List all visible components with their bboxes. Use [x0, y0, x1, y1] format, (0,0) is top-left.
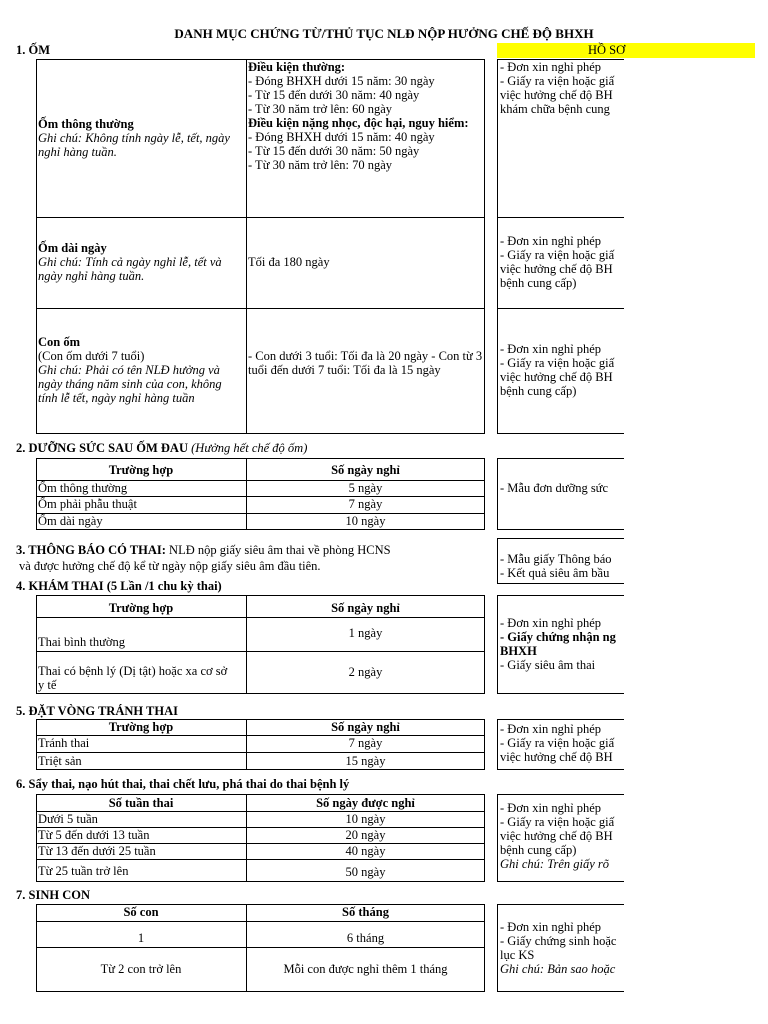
doc-note: Ghi chú: Trên giấy rõ: [500, 857, 610, 871]
doc-line: - Giấy siêu âm thai: [500, 658, 596, 672]
section-2-note: (Hưởng hết chế độ ốm): [191, 441, 308, 455]
doc-line: việc hưởng chế độ BH: [500, 750, 613, 764]
col-header-weeks: Số tuần thai: [108, 796, 174, 810]
doc-line: - Đơn xin nghỉ phép: [500, 801, 602, 815]
case-name: Con ốm: [38, 335, 81, 349]
table-cell-case: Ốm phải phẫu thuật: [38, 497, 137, 511]
row-divider: [36, 947, 485, 948]
table-cell-case: Triệt sản: [38, 754, 82, 768]
row-con-om-name: [36, 335, 246, 405]
table-cell-days: 2 ngày: [348, 665, 383, 679]
doc-line: - Kết quả siêu âm bầu: [500, 566, 610, 580]
doc-line-bold: - Giấy chứng nhận ng: [500, 630, 616, 644]
section-6-heading: 6. Sẩy thai, nạo hút thai, thai chết lưu, phá thai do thai bệnh lý: [16, 777, 350, 791]
ho-so-header-bar: [497, 43, 755, 58]
case-note: Ghi chú: Phải có tên NLĐ hưởng và ngày tháng năm sinh của con, không tính lễ tết, ngày nghỉ hàng tuần: [38, 363, 222, 405]
table-cell-children: Từ 2 con trở lên: [100, 962, 182, 976]
doc-line: - Giấy ra viện hoặc giấ: [500, 356, 615, 370]
doc-line: - Đơn xin nghỉ phép: [500, 616, 602, 630]
doc-line: việc hưởng chế độ BH: [500, 88, 613, 102]
doc-line: việc hưởng chế độ BH: [500, 262, 613, 276]
table-cell-days: 1 ngày: [348, 626, 383, 640]
table-cell-case: Ốm dài ngày: [38, 514, 103, 528]
doc-line: - Đơn xin nghỉ phép: [500, 722, 602, 736]
section-3-text: NLĐ nộp giấy siêu âm thai về phòng HCNS: [169, 543, 391, 557]
row-divider: [36, 752, 485, 753]
condition-heading: Điều kiện nặng nhọc, độc hại, nguy hiểm:: [248, 116, 469, 130]
row-divider: [36, 617, 485, 618]
table-cell-months: 6 tháng: [346, 931, 385, 945]
doc-line: - Đơn xin nghỉ phép: [500, 60, 602, 74]
doc-line: - Giấy chứng sinh hoặc: [500, 934, 617, 948]
condition-line: - Từ 30 năm trở lên: 70 ngày: [248, 158, 393, 172]
row-om-thong-thuong-name: [36, 117, 246, 159]
table-cell-days: 15 ngày: [345, 754, 386, 768]
ho-so-header-label: HỒ SƠ: [588, 43, 626, 57]
section-3-text-line2: và được hưởng chế độ kể từ ngày nộp giấy siêu âm đầu tiên.: [19, 559, 321, 573]
doc-line: - Giấy ra viện hoặc giấ: [500, 736, 615, 750]
condition-line: - Từ 15 đến dưới 30 năm: 50 ngày: [248, 144, 420, 158]
col-header-months: Số tháng: [342, 905, 389, 919]
doc-line-bold: BHXH: [500, 644, 537, 658]
table-cell-days: 20 ngày: [345, 828, 386, 842]
condition-line: - Từ 15 đến dưới 30 năm: 40 ngày: [248, 88, 420, 102]
section-1-row-divider: [36, 217, 485, 218]
doc-line: - Đơn xin nghỉ phép: [500, 920, 602, 934]
docs-con-om: [497, 308, 624, 434]
table-cell-days: 50 ngày: [345, 865, 386, 879]
table-cell-children: 1: [137, 931, 145, 945]
table-cell-days: 10 ngày: [345, 812, 386, 826]
doc-line: - Giấy ra viện hoặc giấ: [500, 74, 615, 88]
table-cell-days: 40 ngày: [345, 844, 386, 858]
case-subtitle: (Con ốm dưới 7 tuổi): [38, 349, 145, 363]
docs-say-thai: [497, 794, 624, 882]
doc-line: khám chữa bệnh cung: [500, 102, 610, 116]
doc-line: việc hưởng chế độ BH: [500, 370, 613, 384]
doc-note: Ghi chú: Bản sao hoặc: [500, 962, 616, 976]
table-cell-case: Thai bình thường: [38, 635, 125, 649]
docs-om-thong-thuong: [497, 59, 624, 218]
doc-line: - Mẫu giấy Thông báo: [500, 552, 612, 566]
table-cell-weeks: Từ 5 đến dưới 13 tuần: [38, 828, 150, 842]
table-cell-case: Thai có bệnh lý (Dị tật) hoặc xa cơ sở y tế: [38, 664, 228, 692]
section-4-heading: 4. KHÁM THAI (5 Lần /1 chu kỳ thai): [16, 579, 222, 593]
row-divider: [36, 859, 485, 860]
col-header-case: Trường hợp: [108, 601, 174, 615]
col-header-days: Số ngày được nghỉ: [316, 796, 415, 810]
condition-line: - Đóng BHXH dưới 15 năm: 40 ngày: [248, 130, 435, 144]
doc-line: bệnh cung cấp): [500, 384, 577, 398]
table-cell-case: Tránh thai: [38, 736, 90, 750]
docs-duong-suc: [497, 458, 624, 530]
case-note: Ghi chú: Tính cả ngày nghỉ lễ, tết và ngày nghỉ hàng tuần.: [38, 255, 222, 283]
doc-line: bệnh cung cấp): [500, 276, 577, 290]
table-cell-case: Ốm thông thường: [38, 481, 128, 495]
col-header-children: Số con: [123, 905, 159, 919]
section-7-heading: 7. SINH CON: [16, 888, 90, 902]
table-cell-days: 5 ngày: [348, 481, 383, 495]
row-om-dai-ngay-name: [36, 241, 246, 283]
condition-line: - Từ 30 năm trở lên: 60 ngày: [248, 102, 393, 116]
section-1-row-divider: [36, 308, 485, 309]
section-2-heading: [16, 441, 307, 455]
case-name: Ốm dài ngày: [38, 241, 107, 255]
col-header-case: Trường hợp: [108, 463, 174, 477]
table-cell-months: Mỗi con được nghỉ thêm 1 tháng: [283, 962, 448, 976]
row-divider: [36, 651, 485, 652]
doc-line: - Mẫu đơn dưỡng sức: [500, 481, 609, 495]
row-con-om-value: - Con dưới 3 tuổi: Tối đa là 20 ngày - Con từ 3 tuổi đến dưới 7 tuổi: Tối đa là 15 ngày: [248, 349, 483, 377]
section-3-title: 3. THÔNG BÁO CÓ THAI:: [16, 543, 166, 557]
doc-line: - Giấy ra viện hoặc giấ: [500, 815, 615, 829]
doc-line: lục KS: [500, 948, 535, 962]
doc-line: bệnh cung cấp): [500, 843, 577, 857]
col-header-days: Số ngày nghỉ: [331, 720, 400, 734]
docs-dat-vong: [497, 719, 624, 770]
col-header-case: Trường hợp: [108, 720, 174, 734]
row-divider: [36, 921, 485, 922]
col-header-days: Số ngày nghỉ: [331, 463, 400, 477]
docs-sinh-con: [497, 904, 624, 992]
table-cell-weeks: Dưới 5 tuần: [38, 812, 98, 826]
doc-line: - Giấy ra viện hoặc giấ: [500, 248, 615, 262]
docs-om-dai-ngay: [497, 217, 624, 309]
section-5-heading: 5. ĐẶT VÒNG TRÁNH THAI: [16, 704, 178, 718]
condition-heading: Điều kiện thường:: [248, 60, 346, 74]
doc-line: - Đơn xin nghỉ phép: [500, 234, 602, 248]
section-1-heading: 1. ỐM: [16, 43, 51, 57]
table-cell-weeks: Từ 25 tuần trở lên: [38, 864, 129, 878]
page-title: DANH MỤC CHỨNG TỪ/THỦ TỤC NLĐ NỘP HƯỞNG CHẾ ĐỘ BHXH: [174, 26, 594, 41]
table-cell-days: 7 ngày: [348, 736, 383, 750]
doc-line: việc hưởng chế độ BH: [500, 829, 613, 843]
table-cell-days: 10 ngày: [345, 514, 386, 528]
docs-kham-thai: [497, 595, 624, 694]
section-2-title: 2. DƯỠNG SỨC SAU ỐM ĐAU: [16, 441, 188, 455]
case-note: Ghi chú: Không tính ngày lễ, tết, ngày nghỉ hàng tuần.: [38, 131, 230, 159]
table-cell-days: 7 ngày: [348, 497, 383, 511]
col-header-days: Số ngày nghỉ: [331, 601, 400, 615]
case-name: Ốm thông thường: [38, 117, 134, 131]
condition-line: - Đóng BHXH dưới 15 năm: 30 ngày: [248, 74, 435, 88]
row-om-dai-ngay-value: Tối đa 180 ngày: [248, 255, 330, 269]
section-3-heading: [16, 543, 391, 557]
row-om-thong-thuong-conditions: [246, 60, 485, 172]
table-cell-weeks: Từ 13 đến dưới 25 tuần: [38, 844, 156, 858]
docs-thong-bao-thai: [497, 538, 624, 584]
doc-line: - Đơn xin nghỉ phép: [500, 342, 602, 356]
